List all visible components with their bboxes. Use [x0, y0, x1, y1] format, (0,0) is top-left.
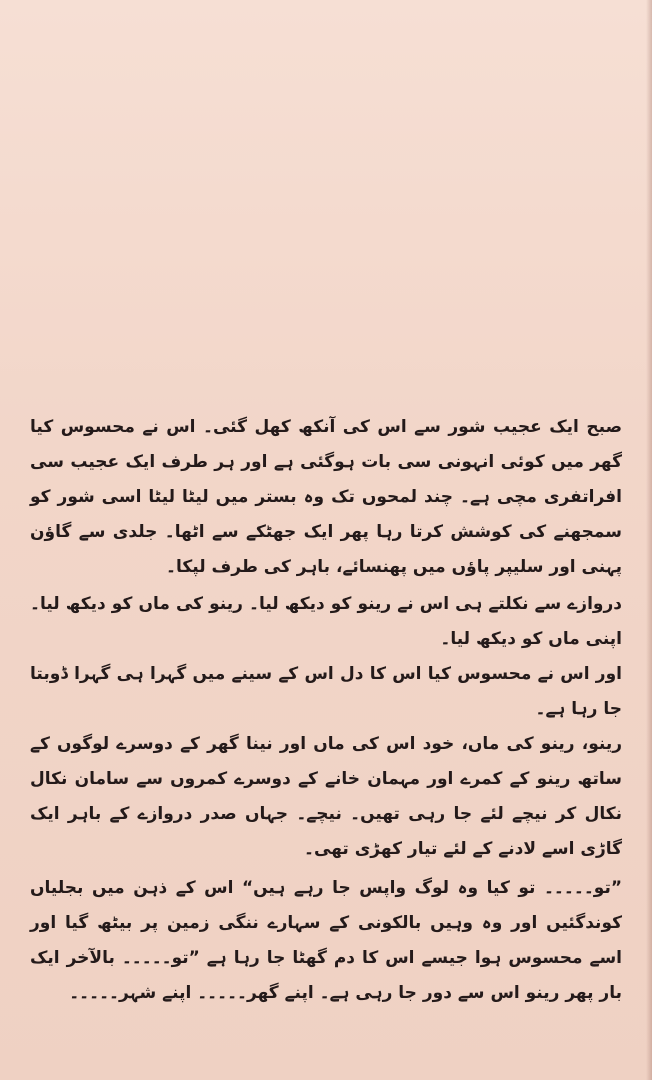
paragraph-2: دروازے سے نکلتے ہی اس نے رینو کو دیکھ لیا۔ رینو کی ماں کو دیکھ لیا۔ اپنی ماں کو دیکھ لیا۔	[30, 594, 622, 649]
body-text	[30, 410, 622, 1011]
paragraph-5: ”تو۔۔۔۔۔ تو کیا وہ لوگ واپس جا رہے ہیں“ اس کے ذہن میں بجلیاں کوندگئیں اور وہ وہیں بالکونی کے سہارے ننگی زمین پر بیٹھ گیا اور اسے محسوس ہوا جیسے اس کا دم گھٹا جا رہا ہے ”تو۔۔۔۔۔ بالآخر ایک بار پھر رینو اس سے دور جا رہی ہے۔ اپنے گھر۔۔۔۔۔ اپنے شہر۔۔۔۔۔	[30, 878, 622, 1003]
paragraph-3: اور اس نے محسوس کیا اس کا دل اس کے سینے میں گہرا ہی گہرا ڈوبتا جا رہا ہے۔	[30, 664, 622, 719]
paragraph-4: رینو، رینو کی ماں، خود اس کی ماں اور نینا گھر کے دوسرے لوگوں کے ساتھ رینو کے کمرے اور مہمان خانے کے دوسرے کمروں سے سامان نکال نکال کر نیچے لئے جا رہی تھیں۔ نیچے۔ جہاں صدر دروازے کے باہر ایک گاڑی اسے لادنے کے لئے تیار کھڑی تھی۔	[30, 734, 622, 859]
page-edge-shadow	[646, 0, 652, 1080]
paragraph-1: صبح ایک عجیب شور سے اس کی آنکھ کھل گئی۔ اس نے محسوس کیا گھر میں کوئی انہونی سی بات ہوگئی ہے اور ہر طرف ایک عجیب سی افراتفری مچی ہے۔ چند لمحوں تک وہ بستر میں لیٹا لیٹا اسی شور کو سمجھنے کی کوشش کرتا رہا پھر ایک جھٹکے سے اٹھا۔ جلدی سے گاؤن پہنی اور سلیپر پاؤں میں پھنسائے، باہر کی طرف لپکا۔	[30, 417, 622, 577]
